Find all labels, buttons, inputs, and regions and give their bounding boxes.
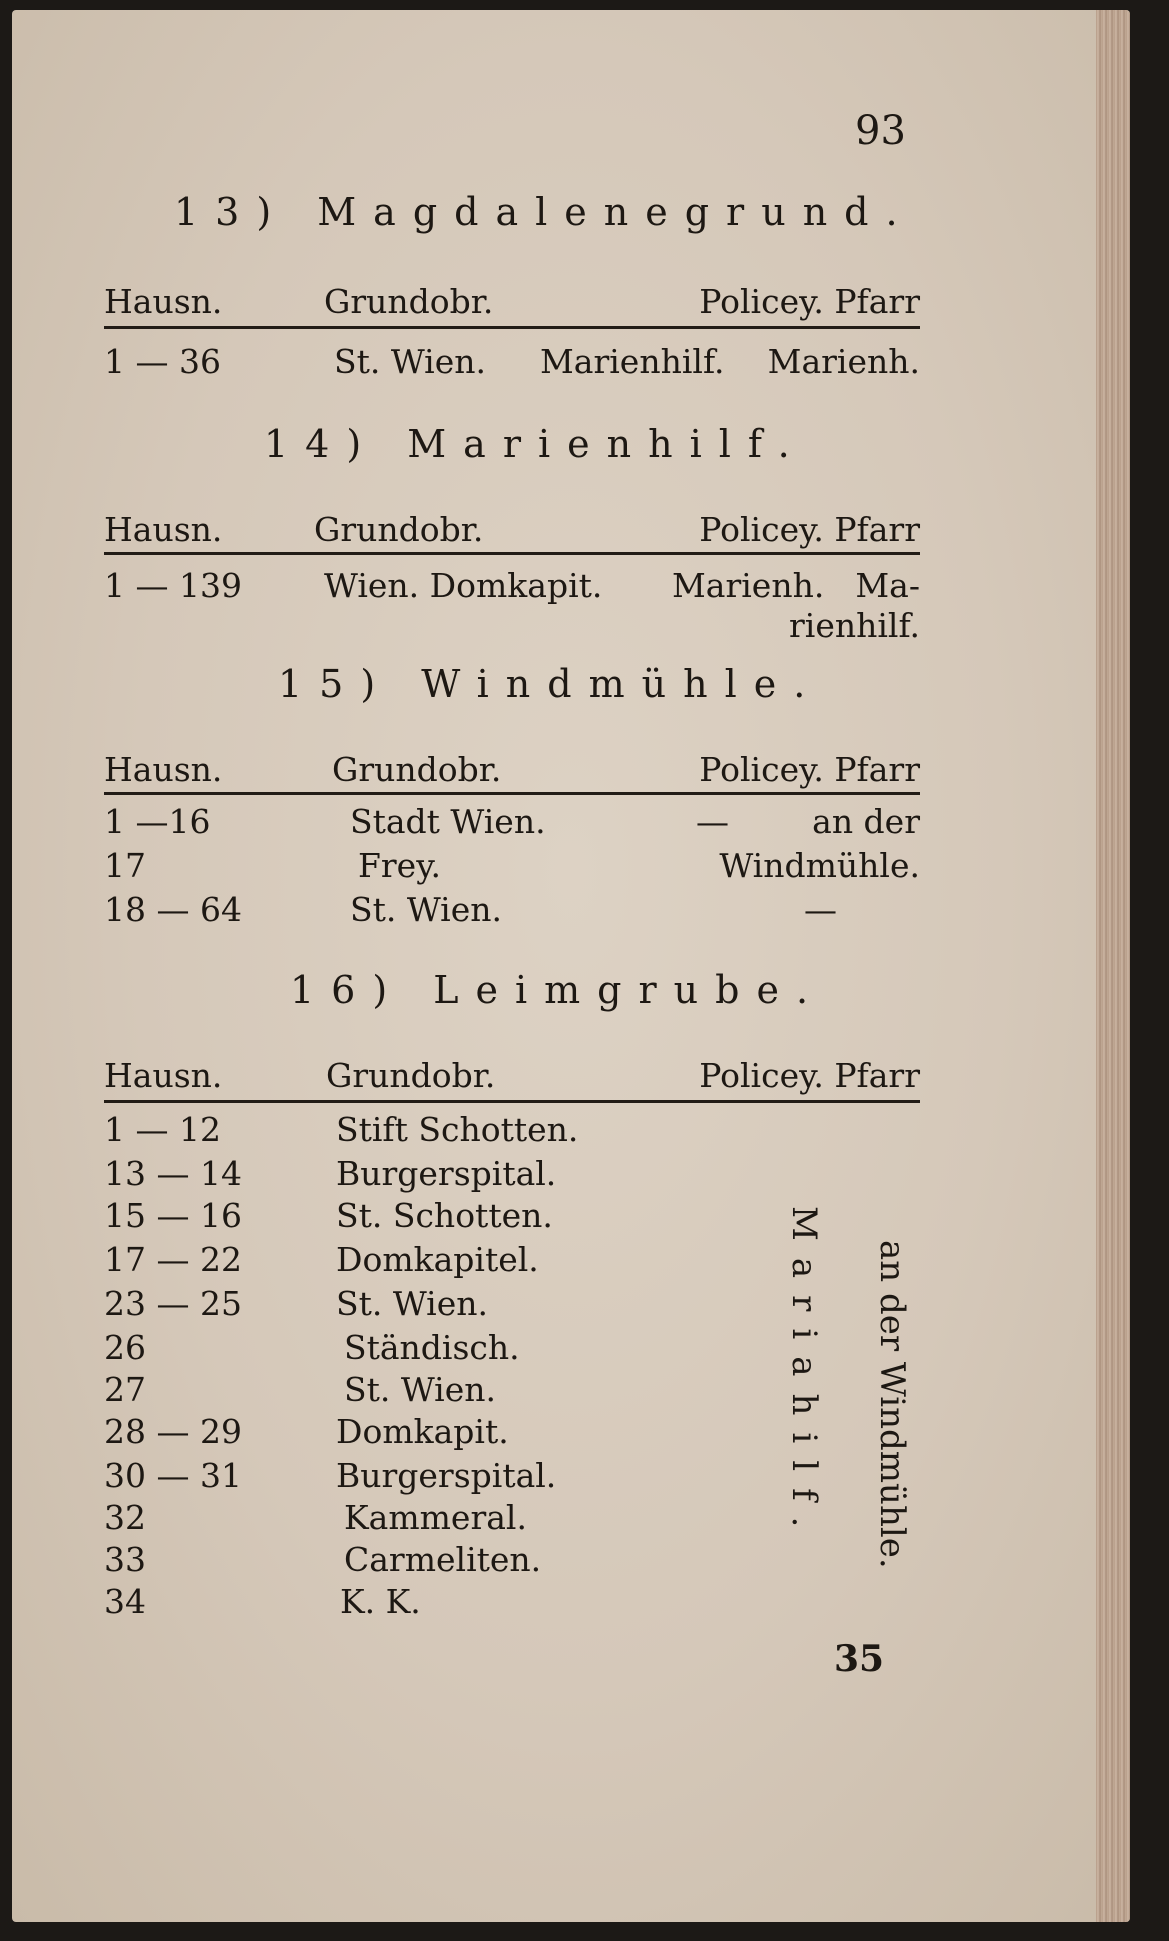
house-numbers: 1 — 12 [104, 1110, 221, 1149]
house-numbers: 17 [104, 846, 146, 885]
house-numbers: 33 [104, 1540, 146, 1579]
pfarr: Marienh. [767, 342, 920, 381]
house-numbers: 32 [104, 1498, 146, 1537]
house-numbers: 26 [104, 1328, 146, 1367]
grund-owner: St. Schotten. [336, 1196, 553, 1235]
grund-owner: St. Wien. [344, 1370, 497, 1409]
house-numbers: 1 — 36 [104, 342, 221, 381]
house-numbers: 28 — 29 [104, 1412, 242, 1451]
header-rule [104, 326, 920, 329]
grund-owner: Burgerspital. [336, 1154, 557, 1193]
grund-owner: K. K. [340, 1582, 421, 1621]
header-policey-pfarr: Policey. Pfarr [699, 510, 920, 549]
header-hausn: Hausn. [104, 282, 223, 321]
header-hausn: Hausn. [104, 510, 223, 549]
grund-owner: Wien. Domkapit. [324, 566, 603, 605]
vertical-pfarr-text: an der Windmühle. [872, 1240, 912, 1569]
pfarr: an der [812, 802, 920, 841]
page-edge [1096, 10, 1130, 1922]
grund-owner: St. Wien. [334, 342, 487, 381]
house-numbers: 18 — 64 [104, 890, 242, 929]
section-title-magdalenegrund: 13) Magdalenegrund. [174, 190, 915, 234]
policey: — [804, 890, 837, 929]
pfarr: Ma- [855, 566, 920, 605]
policey: Marienh. [672, 566, 825, 605]
house-numbers: 34 [104, 1582, 146, 1621]
table-row [104, 566, 920, 656]
house-numbers: 13 — 14 [104, 1154, 242, 1193]
grund-owner: Carmeliten. [344, 1540, 542, 1579]
grund-owner: Domkapit. [336, 1412, 509, 1451]
grund-owner: St. Wien. [336, 1284, 489, 1323]
section-title-leimgrube: 16) Leimgrube. [290, 968, 826, 1012]
grund-owner: Stadt Wien. [350, 802, 546, 841]
policey: Marienhilf. [540, 342, 725, 381]
grund-owner: Frey. [358, 846, 441, 885]
header-grundobr: Grundobr. [314, 510, 484, 549]
house-numbers: 30 — 31 [104, 1456, 242, 1495]
house-numbers: 27 [104, 1370, 146, 1409]
house-numbers: 1 — 139 [104, 566, 242, 605]
grund-owner: Burgerspital. [336, 1456, 557, 1495]
vertical-policey-text: Mariahilf. [784, 1206, 824, 1545]
grund-owner: Kammeral. [344, 1498, 527, 1537]
house-numbers: 15 — 16 [104, 1196, 242, 1235]
signature-mark: 35 [834, 1638, 885, 1680]
page-number: 93 [855, 108, 906, 154]
book-page [12, 10, 1130, 1922]
house-numbers: 23 — 25 [104, 1284, 242, 1323]
header-rule [104, 792, 920, 795]
pfarr: Windmühle. [719, 846, 920, 885]
header-policey-pfarr: Policey. Pfarr [699, 750, 920, 789]
policey: — [696, 802, 729, 841]
header-policey-pfarr: Policey. Pfarr [699, 1056, 920, 1095]
section-title-marienhilf: 14) Marienhilf. [264, 422, 807, 466]
house-numbers: 17 — 22 [104, 1240, 242, 1279]
grund-owner: St. Wien. [350, 890, 503, 929]
grund-owner: Stift Schotten. [336, 1110, 579, 1149]
grund-owner: Ständisch. [344, 1328, 520, 1367]
grund-owner: Domkapitel. [336, 1240, 539, 1279]
header-policey-pfarr: Policey. Pfarr [699, 282, 920, 321]
section-title-windmuehle: 15) Windmühle. [278, 662, 823, 706]
house-numbers: 1 —16 [104, 802, 211, 841]
header-grundobr: Grundobr. [332, 750, 502, 789]
header-rule [104, 1100, 920, 1103]
header-hausn: Hausn. [104, 1056, 223, 1095]
header-hausn: Hausn. [104, 750, 223, 789]
header-grundobr: Grundobr. [324, 282, 494, 321]
header-rule [104, 552, 920, 555]
pfarr-continued: rienhilf. [788, 606, 920, 645]
header-grundobr: Grundobr. [326, 1056, 496, 1095]
